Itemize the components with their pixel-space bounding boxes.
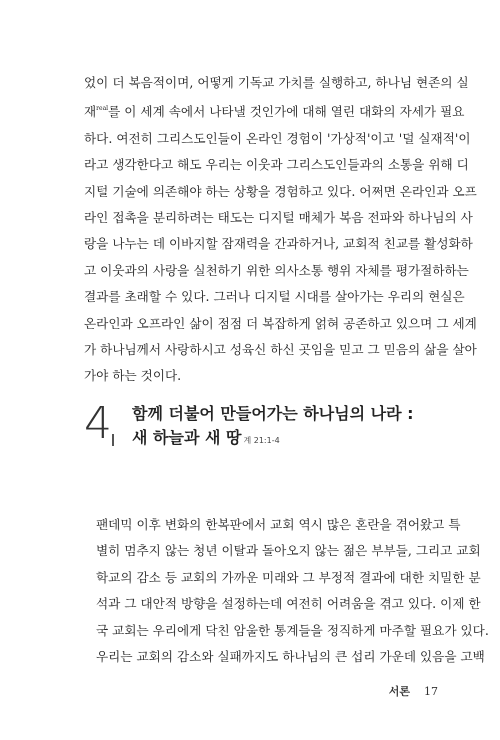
- section-number: 4: [84, 398, 112, 449]
- text-line: 라고 생각한다고 해도 우리는 이웃과 그리스도인들과의 소통을 위해 디: [84, 157, 469, 173]
- text-line: 별히 멈추지 않는 청년 이탈과 돌아오지 않는 젊은 부부들, 그리고 교회: [96, 543, 481, 559]
- section-divider: [112, 434, 114, 446]
- text-line: 라인 접촉을 분리하려는 태도는 디지털 매체가 복음 전파와 하나님의 사: [84, 210, 473, 226]
- text-fragment: 를 이 세계 속에서 나타낼 것인가에 대해 열린 대화의 자세가 필요: [108, 104, 465, 120]
- text-line: 팬데믹 이후 변화의 한복판에서 교회 역시 많은 혼란을 겪어왔고 특: [96, 517, 461, 532]
- text-line: [84, 96, 465, 125]
- text-line: 하다. 여전히 그리스도인들이 온라인 경험이 '가상적'이고 '덜 실재적'이: [84, 130, 471, 146]
- text-line: 지털 기술에 의존해야 하는 상황을 경험하고 있다. 어쩌면 온라인과 오프: [84, 183, 477, 199]
- body-paragraph-top: [84, 70, 477, 390]
- page-footer: [389, 683, 438, 699]
- text-line: 가야 하는 것이다.: [84, 368, 182, 384]
- page-number: 17: [424, 685, 438, 698]
- scripture-reference: 계 21:1-4: [243, 436, 280, 445]
- text-fragment: 재: [84, 104, 97, 120]
- section-heading: [84, 398, 464, 452]
- section-subtitle-line: [132, 426, 280, 453]
- text-line: 었이 더 복음적이며, 어떻게 기독교 가치를 실행하고, 하나님 현존의 실: [84, 75, 469, 90]
- body-paragraph-bottom: [84, 512, 489, 670]
- text-line: 학교의 감소 등 교회의 가까운 미래와 그 부정적 결과에 대한 치밀한 분: [96, 569, 481, 585]
- section-title: 함께 더불어 만들어가는 하나님의 나라 :: [132, 404, 414, 423]
- running-footer-section: 서론: [388, 685, 410, 698]
- text-line: 석과 그 대안적 방향을 설정하는데 여전히 어려움을 겪고 있다. 이제 한: [96, 596, 481, 612]
- superscript-annotation: real: [96, 105, 109, 113]
- text-line: 온라인과 오프라인 삶이 점점 더 복잡하게 얽혀 공존하고 있으며 그 세계: [84, 315, 477, 331]
- text-line: 랑을 나누는 데 이바지할 잠재력을 간과하거나, 교회적 친교를 활성화하: [84, 236, 473, 252]
- text-line: 고 이웃과의 사랑을 실천하기 위한 의사소통 행위 자체를 평가절하하는: [84, 262, 469, 278]
- text-line: 결과를 초래할 수 있다. 그러나 디지털 시대를 살아가는 우리의 현실은: [84, 289, 465, 305]
- text-line: 우리는 교회의 감소와 실패까지도 하나님의 큰 섭리 가운데 있음을 고백: [96, 649, 485, 665]
- text-line: 국 교회는 우리에게 닥친 암울한 통계들을 정직하게 마주할 필요가 있다.: [96, 622, 489, 638]
- text-line: 가 하나님께서 사랑하시고 성육신 하신 곳임을 믿고 그 믿음의 삶을 살아: [84, 342, 477, 358]
- section-subtitle: 새 하늘과 새 땅: [132, 428, 242, 447]
